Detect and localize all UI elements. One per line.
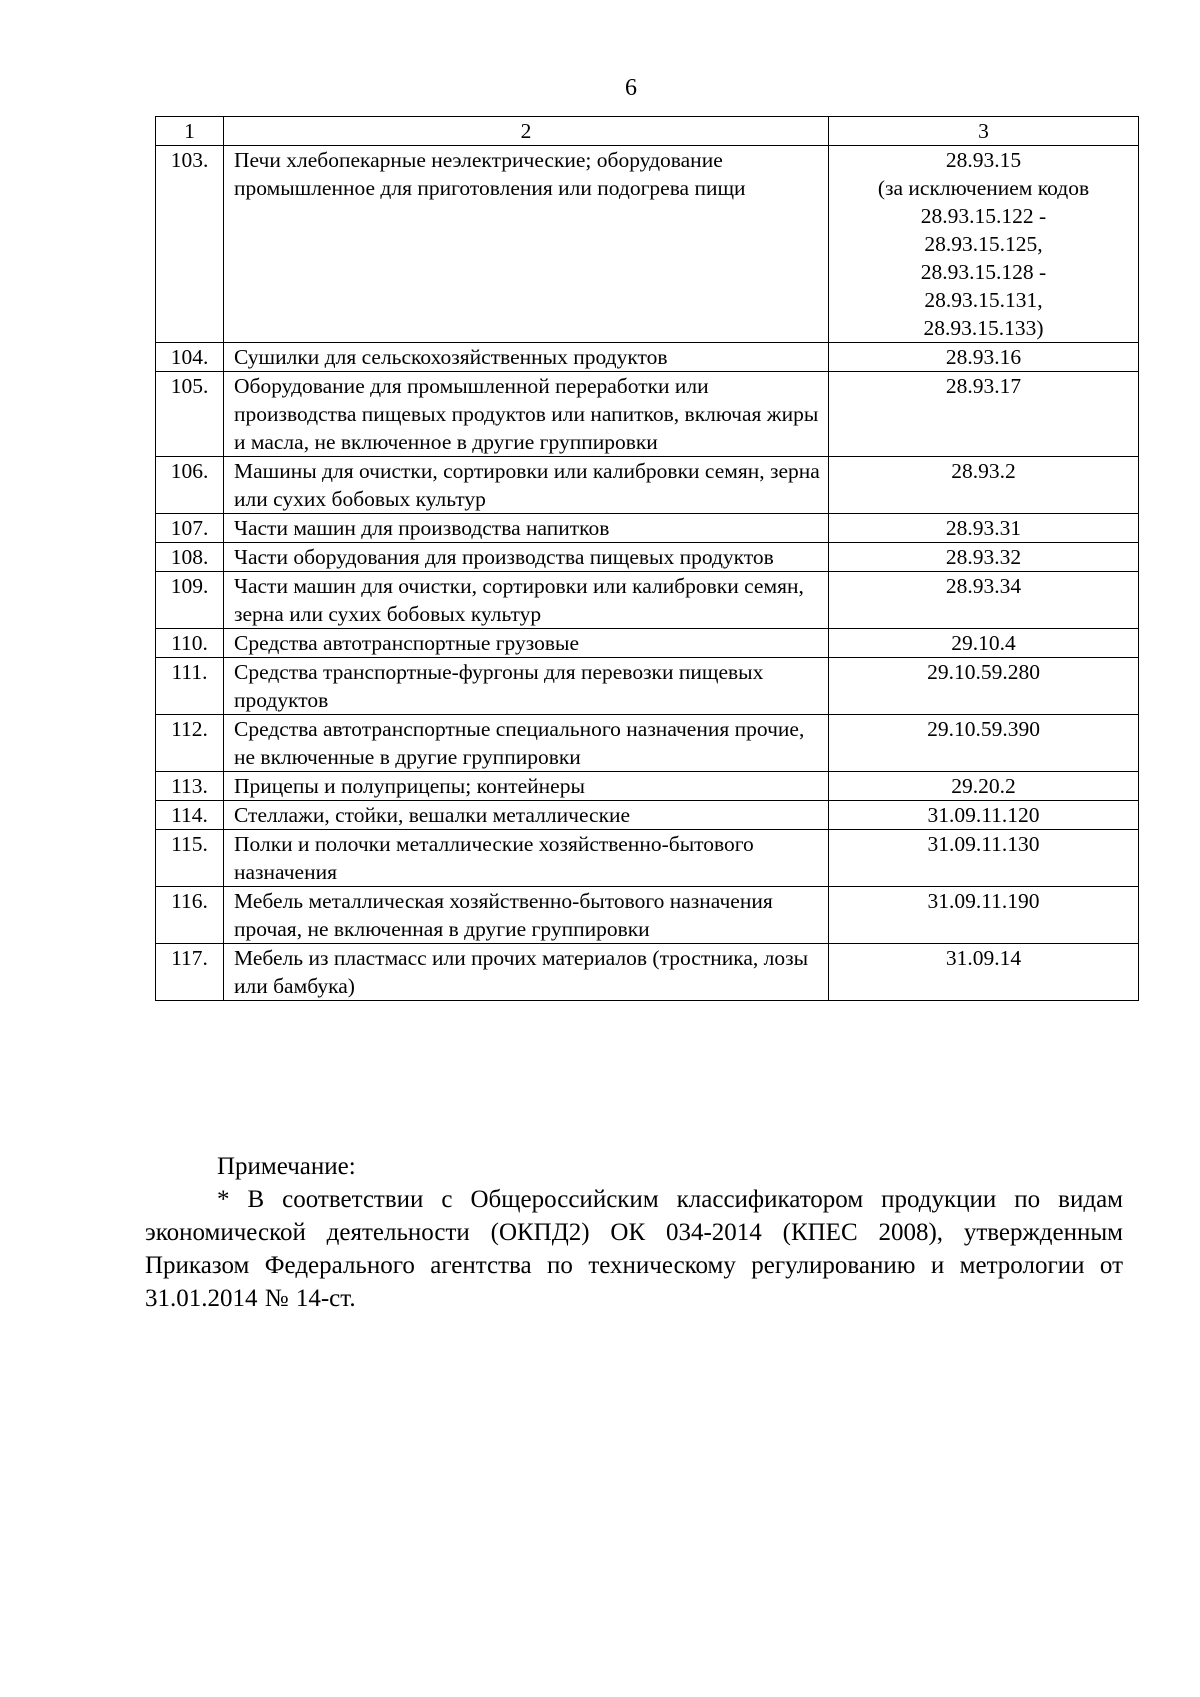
row-code: 31.09.14 xyxy=(829,944,1139,1001)
row-name: Стеллажи, стойки, вешалки металлические xyxy=(224,801,829,830)
table-row xyxy=(156,887,1139,944)
row-number: 113. xyxy=(156,772,224,801)
row-code: 28.93.32 xyxy=(829,543,1139,572)
row-number: 107. xyxy=(156,514,224,543)
note-text: * В соответствии с Общероссийским классификатором продукции по видам экономической деятельности (ОКПД2) ОК 034-2014 (КПЕС 2008), утвержденным Приказом Федерального агентства по техническому регулированию и метрологии от 31.01.2014 № 14-ст. xyxy=(145,1186,1123,1312)
row-name: Мебель металлическая хозяйственно-бытового назначения прочая, не включенная в другие группировки xyxy=(224,887,829,944)
table-row xyxy=(156,572,1139,629)
header-col-1: 1 xyxy=(156,117,224,146)
table-body xyxy=(156,117,1139,1001)
table-row xyxy=(156,146,1139,343)
row-name: Части машин для производства напитков xyxy=(224,514,829,543)
row-number: 115. xyxy=(156,830,224,887)
row-number: 106. xyxy=(156,457,224,514)
row-code: 31.09.11.130 xyxy=(829,830,1139,887)
row-number: 117. xyxy=(156,944,224,1001)
table-row xyxy=(156,543,1139,572)
row-number: 108. xyxy=(156,543,224,572)
row-name: Средства автотранспортные специального назначения прочие, не включенные в другие группировки xyxy=(224,715,829,772)
row-number: 109. xyxy=(156,572,224,629)
row-code: 28.93.16 xyxy=(829,343,1139,372)
table-row xyxy=(156,944,1139,1001)
row-name: Полки и полочки металлические хозяйственно-бытового назначения xyxy=(224,830,829,887)
row-code: 28.93.34 xyxy=(829,572,1139,629)
row-name: Прицепы и полуприцепы; контейнеры xyxy=(224,772,829,801)
row-code: 29.10.4 xyxy=(829,629,1139,658)
row-number: 111. xyxy=(156,658,224,715)
row-name: Средства автотранспортные грузовые xyxy=(224,629,829,658)
header-col-3: 3 xyxy=(829,117,1139,146)
row-name: Части оборудования для производства пищевых продуктов xyxy=(224,543,829,572)
table-row xyxy=(156,514,1139,543)
row-code: 29.20.2 xyxy=(829,772,1139,801)
row-number: 110. xyxy=(156,629,224,658)
table-row xyxy=(156,629,1139,658)
page-number: 6 xyxy=(625,75,637,101)
row-number: 104. xyxy=(156,343,224,372)
table-header-row xyxy=(156,117,1139,146)
header-col-2: 2 xyxy=(224,117,829,146)
table-row xyxy=(156,772,1139,801)
table-row xyxy=(156,715,1139,772)
note-block xyxy=(145,1150,1123,1315)
row-name: Печи хлебопекарные неэлектрические; оборудование промышленное для приготовления или подогрева пищи xyxy=(224,146,829,343)
row-name: Оборудование для промышленной переработки или производства пищевых продуктов или напитков, включая жиры и масла, не включенное в другие группировки xyxy=(224,372,829,457)
row-number: 112. xyxy=(156,715,224,772)
row-number: 114. xyxy=(156,801,224,830)
classification-table xyxy=(155,116,1139,1001)
row-code: 28.93.17 xyxy=(829,372,1139,457)
row-name: Мебель из пластмасс или прочих материалов (тростника, лозы или бамбука) xyxy=(224,944,829,1001)
row-name: Сушилки для сельскохозяйственных продуктов xyxy=(224,343,829,372)
row-number: 103. xyxy=(156,146,224,343)
row-name: Части машин для очистки, сортировки или калибровки семян, зерна или сухих бобовых культур xyxy=(224,572,829,629)
table-row xyxy=(156,658,1139,715)
table-row xyxy=(156,830,1139,887)
row-code: 28.93.31 xyxy=(829,514,1139,543)
row-code: 28.93.15 (за исключением кодов 28.93.15.122 - 28.93.15.125, 28.93.15.128 - 28.93.15.131, 28.93.15.133) xyxy=(829,146,1139,343)
note-title: Примечание: xyxy=(217,1153,356,1180)
table-row xyxy=(156,457,1139,514)
table-row xyxy=(156,372,1139,457)
row-code: 31.09.11.190 xyxy=(829,887,1139,944)
row-code: 29.10.59.280 xyxy=(829,658,1139,715)
row-name: Машины для очистки, сортировки или калибровки семян, зерна или сухих бобовых культур xyxy=(224,457,829,514)
row-number: 116. xyxy=(156,887,224,944)
row-name: Средства транспортные-фургоны для перевозки пищевых продуктов xyxy=(224,658,829,715)
table-row xyxy=(156,801,1139,830)
row-code: 31.09.11.120 xyxy=(829,801,1139,830)
row-number: 105. xyxy=(156,372,224,457)
table-row xyxy=(156,343,1139,372)
row-code: 29.10.59.390 xyxy=(829,715,1139,772)
row-code: 28.93.2 xyxy=(829,457,1139,514)
